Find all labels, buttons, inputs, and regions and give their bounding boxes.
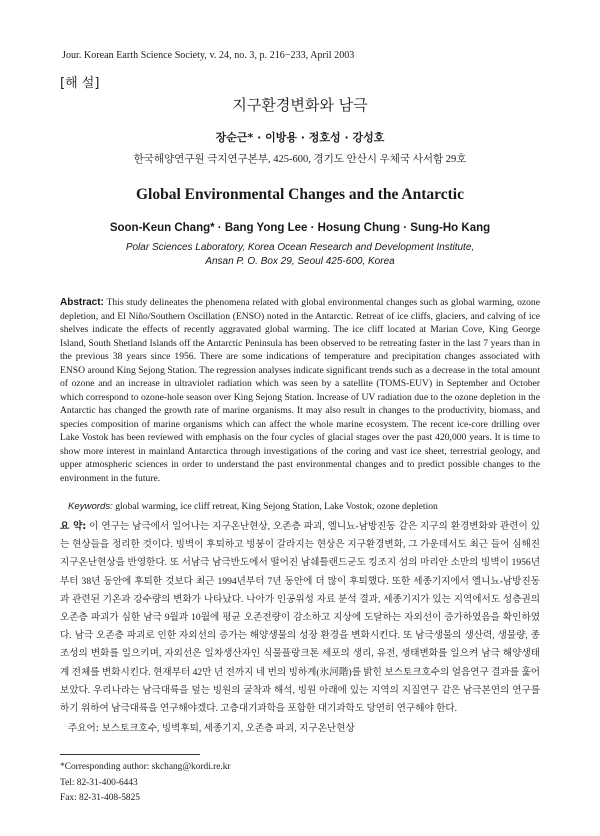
korean-keywords-text: 보스토크호수, 빙벽후퇴, 세종기지, 오존층 파괴, 지구온난현상 [101, 723, 355, 734]
footnote [60, 760, 231, 807]
korean-keywords-label: 주요어: [68, 723, 100, 734]
journal-citation: Jour. Korean Earth Science Society, v. 24, no. 3, p. 216−233, April 2003 [62, 50, 355, 61]
english-keywords [68, 500, 540, 514]
english-title: Global Environmental Changes and the Antarctic [136, 186, 464, 203]
abstract-label: Abstract: [60, 297, 104, 308]
fax: Fax: 82-31-408-5825 [60, 793, 140, 803]
keywords-text: global warming, ice cliff retreat, King Sejong Station, Lake Vostok, ozone depletion [115, 501, 438, 512]
abstract-text: This study delineates the phenomena related with global environmental changes such as global warming, ozone depletion, and El Niño/Southern Oscillation (ENSO) noted in the Antarctic. Retreat of ice cliffs, glaciers, and calving of ice shelves indicate the effects of recently aggravated global warming. The ice cliff located at Marian Cove, King George Island, South Shetland Islands off the Antarctic Peninsula has been observed to be retreating faster in the last 7 years than in the previous 38 years since 1956. There are some indications of temperature and precipitation changes associated with ENSO around King Sejong Station. The regression analyses indicate significant trends such as a decrease in the total amount of ozone and an increase in ultraviolet radiation which was seen by a satellite (TOMS-EUV) in September and October which correspond to ozone-hole season over King Sejong Station. Increase of UV radiation due to the ozone depletion in the Antarctic has changed the growth rate of marine organisms. It may also result in changes to the productivity, biomass, and species composition of marine organisms which can affect the whole marine ecosystem. The recent ice-core drilling over Lake Vostok has been reviewed with emphasis on the four cycles of glacial stages over the past 420,000 years. It is time to show more interest in mainland Antarctica through investigations of the coring and vast ice sheet, terrestrial geology, and upper atmospheric sciences in order to understand the past environmental changes and to predict possible changes to the environment in the future. [60, 297, 540, 484]
corresponding-author: *Corresponding author: skchang@kordi.re.kr [60, 762, 231, 772]
korean-affiliation: 한국해양연구원 극지연구본부, 425-600, 경기도 안산시 우체국 사서함 29호 [133, 154, 467, 165]
section-tag: [해 설] [60, 76, 100, 91]
korean-abstract-text: 이 연구는 남극에서 일어나는 지구온난현상, 오존층 파괴, 엘니뇨-남방진동 같은 지구의 환경변화와 관련이 있는 현상들을 정리한 것이다. 빙벽이 후퇴하고 빙붕이 갈라지는 현상은 지구환경변화, 그 가운데서도 최근 들어 심해진 지구온난현상을 반영한다. 또 서남극 남극반도에서 떨어진 남쉐틀랜드군도 킹조지 섬의 마리안 소만의 빙벽이 1956년부터 38년 동안에 후퇴한 것보다 최근 1994년부터 7년 동안에 더 많이 후퇴했다. 또한 세종기지에서 엘니뇨-남방진동과 관련된 기온과 강수량의 변화가 나타났다. 나아가 인공위성 자료 분석 결과, 세종기지가 있는 지역에서도 성층권의 오존층 파괴가 심한 남극 9월과 10월에 평균 오존전량이 감소하고 지상에 도달하는 자외선이 증가하였음을 확인하였다. 남극 오존층 파괴로 인한 자외선의 증가는 해양생물의 성장 환경을 변화시킨다. 또 남극생물의 생산력, 생물량, 종 조성의 변화를 일으키며, 자외선은 일차생산자인 식물플랑크톤 세포의 생리, 유전, 생태변화를 일으켜 남극 해양생태계 전체를 변화시킨다. 현재부터 42만 년 전까지 네 번의 빙하계(氷河階)를 밝힌 보스토크호수의 얼음연구 결과를 훑어보았다. 우리나라는 남극대륙을 덮는 빙원의 굴착과 해석, 빙원 아래에 있는 지역의 지질연구 같은 남극본연의 연구를 하기 위하여 남극대륙을 연구해야겠다. 고층대기과학을 포함한 대기과학도 당연히 연구해야 한다. [60, 521, 540, 715]
footnote-divider [60, 754, 200, 755]
english-authors: Soon-Keun Chang* · Bang Yong Lee · Hosung Chung · Sung-Ho Kang [109, 222, 491, 234]
english-affiliation-line2: Ansan P. O. Box 29, Seoul 425-600, Korea [205, 256, 395, 267]
english-affiliation-line1: Polar Sciences Laboratory, Korea Ocean Research and Development Institute, [125, 242, 475, 253]
korean-abstract [60, 518, 540, 718]
telephone: Tel: 82-31-400-6443 [60, 777, 138, 788]
korean-keywords [68, 722, 540, 736]
english-abstract [60, 296, 540, 485]
keywords-label: Keywords: [68, 501, 113, 512]
korean-abstract-label: 요 약: [60, 521, 87, 532]
english-affiliation [0, 241, 600, 269]
korean-authors: 장순근* · 이방용 · 정호성 · 강성호 [215, 131, 385, 144]
korean-title: 지구환경변화와 남극 [232, 96, 368, 114]
